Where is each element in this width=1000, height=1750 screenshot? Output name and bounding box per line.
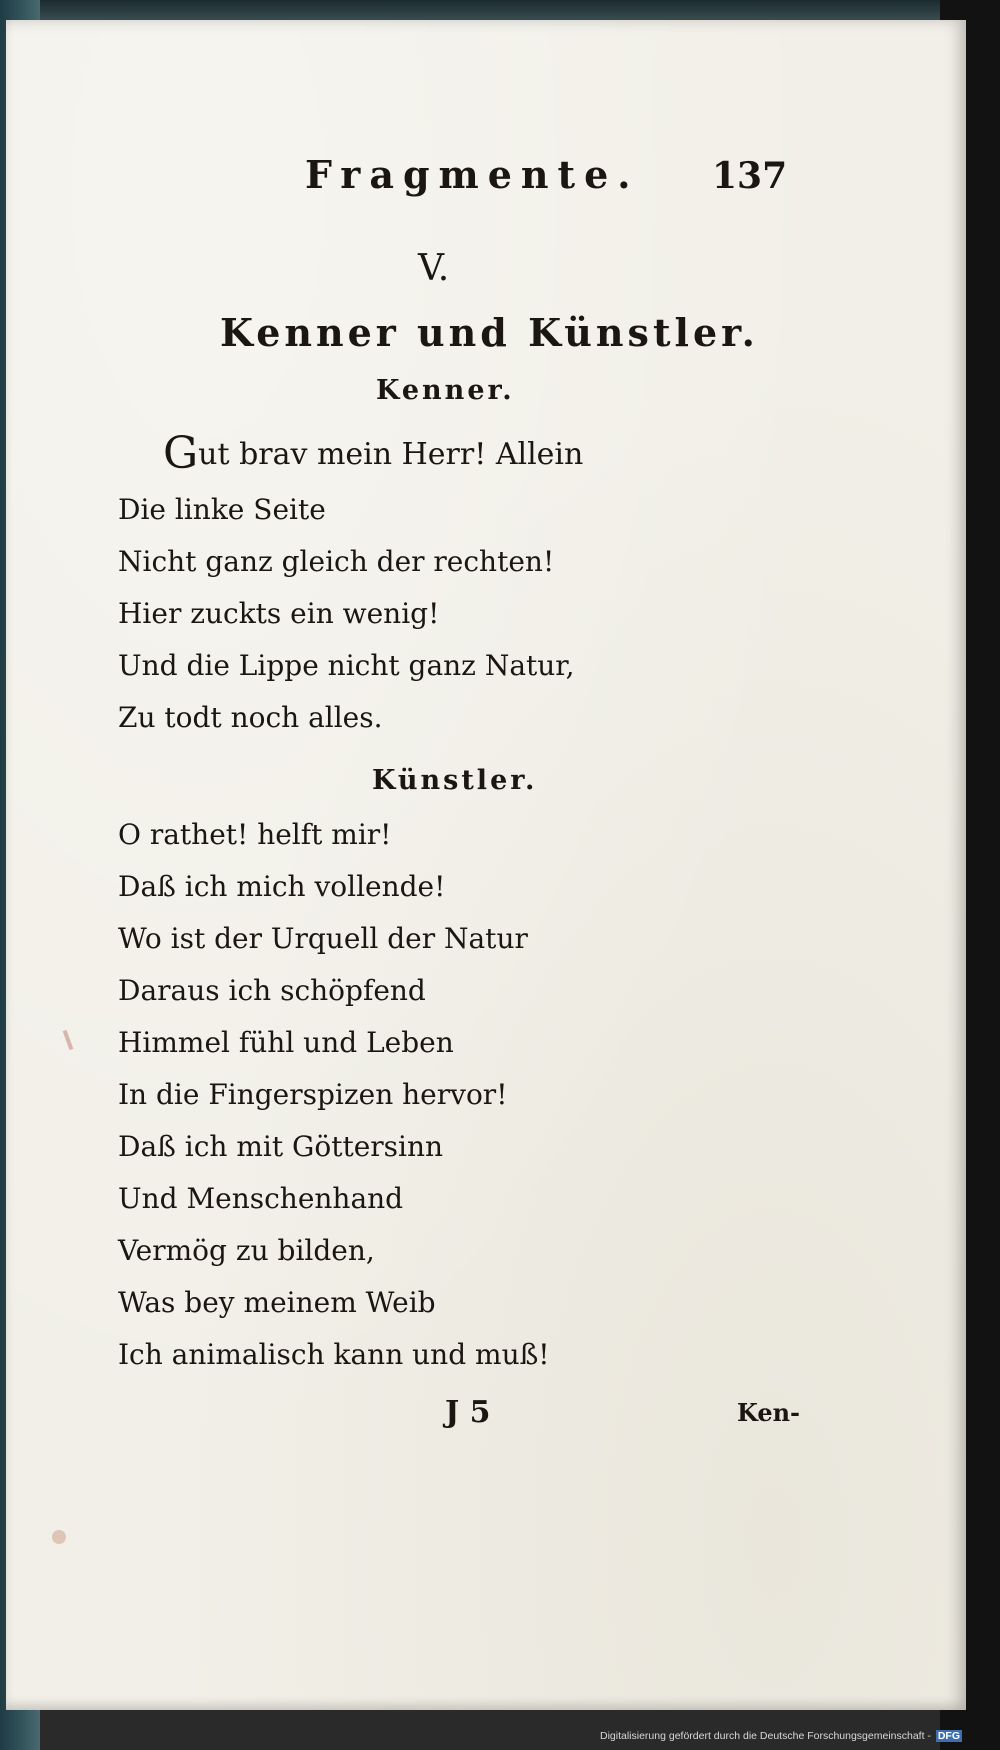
page-number: 137 bbox=[712, 155, 788, 197]
verse-line: Himmel fühl und Leben bbox=[118, 1026, 454, 1059]
verse-line: Und Menschenhand bbox=[118, 1182, 404, 1215]
digitization-credit bbox=[600, 1730, 962, 1742]
catchword: Ken- bbox=[737, 1398, 801, 1427]
verse-line: In die Fingerspizen hervor! bbox=[118, 1078, 508, 1111]
verse-line: Ich animalisch kann und muß! bbox=[118, 1338, 550, 1371]
verse-line: Was bey meinem Weib bbox=[118, 1286, 436, 1319]
signature-mark: J 5 bbox=[445, 1395, 491, 1430]
verse-line: O rathet! helft mir! bbox=[118, 818, 392, 851]
verse-line: Wo ist der Urquell der Natur bbox=[118, 922, 528, 955]
running-head: Fragmente. bbox=[305, 152, 640, 197]
verse-line: Und die Lippe nicht ganz Natur, bbox=[118, 649, 575, 682]
section-number: V. bbox=[418, 248, 450, 289]
verse-line: Daraus ich schöpfend bbox=[118, 974, 426, 1007]
verse-line: Daß ich mich vollende! bbox=[118, 870, 446, 903]
ink-mark bbox=[63, 1030, 74, 1050]
verse-line: Zu todt noch alles. bbox=[118, 701, 383, 734]
verse-line: Nicht ganz gleich der rechten! bbox=[118, 545, 555, 578]
scan-backdrop-top bbox=[0, 0, 1000, 22]
verse-line-first bbox=[163, 428, 584, 479]
verse-line: Vermög zu bilden, bbox=[118, 1234, 375, 1267]
speaker-label-kuenstler: Künstler. bbox=[372, 765, 538, 796]
verse-line: Daß ich mit Göttersinn bbox=[118, 1130, 444, 1163]
speaker-label-kenner: Kenner. bbox=[376, 375, 515, 406]
book-page bbox=[6, 20, 966, 1710]
drop-initial: G bbox=[163, 428, 199, 479]
foxing-spot bbox=[52, 1530, 66, 1544]
digitization-credit-text: Digitalisierung gefördert durch die Deutsche Forschungsgemeinschaft - bbox=[600, 1730, 931, 1742]
poem-title: Kenner und Künstler. bbox=[220, 310, 759, 355]
verse-line: Hier zuckts ein wenig! bbox=[118, 597, 440, 630]
verse-line-first-rest: ut brav mein Herr! Allein bbox=[198, 437, 584, 472]
dfg-logo: DFG bbox=[937, 1730, 961, 1742]
verse-line: Die linke Seite bbox=[118, 493, 326, 526]
